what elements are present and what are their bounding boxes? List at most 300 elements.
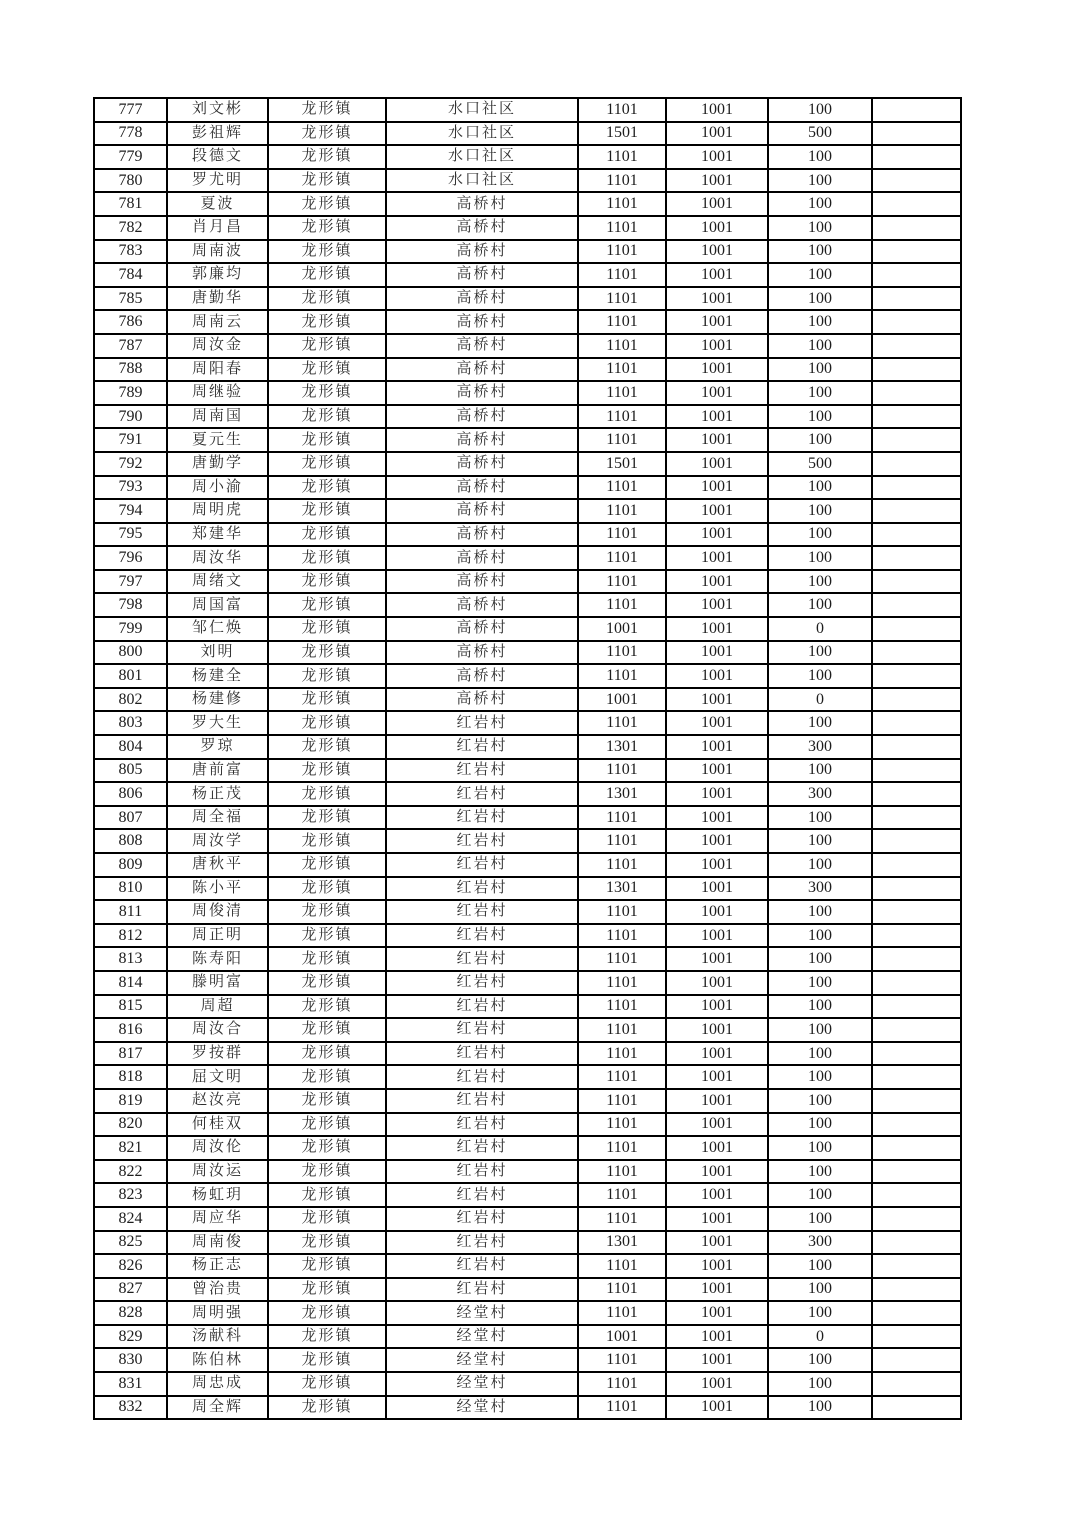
cell-person-name: 周忠成 — [167, 1372, 268, 1396]
cell-blank-cell — [872, 853, 961, 877]
cell-village-name: 红岩村 — [386, 947, 578, 971]
cell-person-name: 周正明 — [167, 924, 268, 948]
cell-amount-col-1: 1101 — [578, 405, 666, 429]
table-row — [94, 1065, 961, 1089]
cell-amount-col-3: 0 — [768, 1325, 872, 1349]
cell-blank-cell — [872, 499, 961, 523]
cell-amount-col-3: 100 — [768, 523, 872, 547]
table-row — [94, 947, 961, 971]
cell-amount-col-2: 1001 — [666, 570, 768, 594]
cell-blank-cell — [872, 617, 961, 641]
cell-amount-col-2: 1001 — [666, 1254, 768, 1278]
cell-person-name: 陈伯林 — [167, 1348, 268, 1372]
cell-person-name: 杨正志 — [167, 1254, 268, 1278]
cell-amount-col-3: 100 — [768, 1301, 872, 1325]
table-row — [94, 971, 961, 995]
cell-amount-col-3: 100 — [768, 240, 872, 264]
cell-blank-cell — [872, 1325, 961, 1349]
cell-amount-col-1: 1101 — [578, 1372, 666, 1396]
cell-amount-col-3: 100 — [768, 1396, 872, 1420]
cell-amount-col-3: 100 — [768, 1278, 872, 1302]
cell-row-number: 832 — [94, 1396, 167, 1420]
cell-blank-cell — [872, 1160, 961, 1184]
cell-person-name: 周全辉 — [167, 1396, 268, 1420]
cell-amount-col-2: 1001 — [666, 358, 768, 382]
cell-town-name: 龙形镇 — [268, 1089, 386, 1113]
cell-amount-col-3: 100 — [768, 1065, 872, 1089]
cell-amount-col-1: 1101 — [578, 641, 666, 665]
cell-blank-cell — [872, 98, 961, 122]
cell-amount-col-3: 100 — [768, 476, 872, 500]
cell-blank-cell — [872, 1089, 961, 1113]
table-row — [94, 523, 961, 547]
cell-village-name: 经堂村 — [386, 1325, 578, 1349]
cell-person-name: 何桂双 — [167, 1113, 268, 1137]
cell-blank-cell — [872, 310, 961, 334]
cell-village-name: 高桥村 — [386, 334, 578, 358]
cell-row-number: 806 — [94, 782, 167, 806]
cell-town-name: 龙形镇 — [268, 1372, 386, 1396]
cell-amount-col-1: 1101 — [578, 1089, 666, 1113]
cell-amount-col-3: 100 — [768, 287, 872, 311]
cell-blank-cell — [872, 1018, 961, 1042]
cell-town-name: 龙形镇 — [268, 995, 386, 1019]
cell-person-name: 周汝运 — [167, 1160, 268, 1184]
table-row — [94, 782, 961, 806]
cell-amount-col-2: 1001 — [666, 452, 768, 476]
table-row — [94, 192, 961, 216]
cell-amount-col-1: 1101 — [578, 98, 666, 122]
cell-row-number: 782 — [94, 216, 167, 240]
cell-amount-col-3: 100 — [768, 145, 872, 169]
cell-village-name: 红岩村 — [386, 1254, 578, 1278]
table-row — [94, 1042, 961, 1066]
cell-town-name: 龙形镇 — [268, 711, 386, 735]
cell-blank-cell — [872, 122, 961, 146]
cell-town-name: 龙形镇 — [268, 452, 386, 476]
cell-town-name: 龙形镇 — [268, 900, 386, 924]
cell-person-name: 肖月昌 — [167, 216, 268, 240]
table-row — [94, 1325, 961, 1349]
cell-blank-cell — [872, 877, 961, 901]
cell-person-name: 罗按群 — [167, 1042, 268, 1066]
cell-amount-col-1: 1101 — [578, 192, 666, 216]
cell-amount-col-2: 1001 — [666, 546, 768, 570]
cell-row-number: 790 — [94, 405, 167, 429]
cell-blank-cell — [872, 759, 961, 783]
cell-person-name: 唐勤学 — [167, 452, 268, 476]
table-row — [94, 1183, 961, 1207]
table-row — [94, 688, 961, 712]
cell-amount-col-3: 100 — [768, 641, 872, 665]
cell-amount-col-3: 100 — [768, 334, 872, 358]
cell-person-name: 罗大生 — [167, 711, 268, 735]
cell-amount-col-2: 1001 — [666, 947, 768, 971]
cell-amount-col-3: 100 — [768, 216, 872, 240]
cell-amount-col-3: 100 — [768, 192, 872, 216]
cell-blank-cell — [872, 192, 961, 216]
cell-village-name: 高桥村 — [386, 263, 578, 287]
cell-person-name: 唐前富 — [167, 759, 268, 783]
cell-amount-col-1: 1001 — [578, 688, 666, 712]
cell-village-name: 经堂村 — [386, 1372, 578, 1396]
cell-row-number: 787 — [94, 334, 167, 358]
table-row — [94, 617, 961, 641]
cell-amount-col-2: 1001 — [666, 1089, 768, 1113]
cell-row-number: 777 — [94, 98, 167, 122]
cell-amount-col-1: 1501 — [578, 122, 666, 146]
table-row — [94, 1018, 961, 1042]
cell-person-name: 周国富 — [167, 593, 268, 617]
cell-amount-col-1: 1101 — [578, 1136, 666, 1160]
cell-town-name: 龙形镇 — [268, 664, 386, 688]
cell-amount-col-1: 1101 — [578, 169, 666, 193]
cell-amount-col-2: 1001 — [666, 641, 768, 665]
cell-person-name: 段德文 — [167, 145, 268, 169]
table-row — [94, 829, 961, 853]
cell-amount-col-1: 1101 — [578, 1042, 666, 1066]
cell-amount-col-3: 300 — [768, 877, 872, 901]
cell-person-name: 周明虎 — [167, 499, 268, 523]
cell-amount-col-3: 100 — [768, 263, 872, 287]
cell-amount-col-3: 100 — [768, 711, 872, 735]
cell-town-name: 龙形镇 — [268, 476, 386, 500]
cell-row-number: 822 — [94, 1160, 167, 1184]
cell-blank-cell — [872, 169, 961, 193]
cell-amount-col-2: 1001 — [666, 1042, 768, 1066]
cell-person-name: 周全福 — [167, 806, 268, 830]
cell-amount-col-1: 1101 — [578, 310, 666, 334]
cell-row-number: 779 — [94, 145, 167, 169]
cell-amount-col-3: 100 — [768, 1113, 872, 1137]
cell-village-name: 高桥村 — [386, 216, 578, 240]
cell-blank-cell — [872, 287, 961, 311]
table-row — [94, 240, 961, 264]
cell-town-name: 龙形镇 — [268, 1136, 386, 1160]
cell-amount-col-2: 1001 — [666, 759, 768, 783]
cell-blank-cell — [872, 145, 961, 169]
cell-amount-col-3: 300 — [768, 735, 872, 759]
table-row — [94, 570, 961, 594]
cell-village-name: 经堂村 — [386, 1301, 578, 1325]
table-row — [94, 98, 961, 122]
table-row — [94, 405, 961, 429]
cell-amount-col-2: 1001 — [666, 853, 768, 877]
cell-town-name: 龙形镇 — [268, 192, 386, 216]
cell-amount-col-2: 1001 — [666, 688, 768, 712]
cell-row-number: 793 — [94, 476, 167, 500]
cell-blank-cell — [872, 240, 961, 264]
cell-village-name: 水口社区 — [386, 122, 578, 146]
cell-blank-cell — [872, 216, 961, 240]
cell-amount-col-3: 100 — [768, 499, 872, 523]
cell-person-name: 周汝伦 — [167, 1136, 268, 1160]
cell-row-number: 814 — [94, 971, 167, 995]
cell-amount-col-3: 100 — [768, 664, 872, 688]
cell-amount-col-2: 1001 — [666, 664, 768, 688]
cell-amount-col-1: 1101 — [578, 428, 666, 452]
cell-amount-col-2: 1001 — [666, 334, 768, 358]
cell-row-number: 802 — [94, 688, 167, 712]
table-row — [94, 1372, 961, 1396]
table-row — [94, 641, 961, 665]
cell-amount-col-1: 1101 — [578, 546, 666, 570]
cell-village-name: 高桥村 — [386, 240, 578, 264]
cell-amount-col-2: 1001 — [666, 1278, 768, 1302]
cell-village-name: 高桥村 — [386, 641, 578, 665]
table-row — [94, 1348, 961, 1372]
cell-amount-col-2: 1001 — [666, 1018, 768, 1042]
cell-amount-col-1: 1301 — [578, 782, 666, 806]
cell-town-name: 龙形镇 — [268, 216, 386, 240]
cell-amount-col-3: 100 — [768, 1160, 872, 1184]
cell-blank-cell — [872, 570, 961, 594]
cell-person-name: 杨建全 — [167, 664, 268, 688]
cell-amount-col-3: 100 — [768, 995, 872, 1019]
cell-village-name: 红岩村 — [386, 853, 578, 877]
cell-person-name: 杨建修 — [167, 688, 268, 712]
cell-town-name: 龙形镇 — [268, 570, 386, 594]
cell-town-name: 龙形镇 — [268, 1207, 386, 1231]
cell-blank-cell — [872, 1372, 961, 1396]
cell-village-name: 红岩村 — [386, 711, 578, 735]
table-row — [94, 287, 961, 311]
table-row — [94, 735, 961, 759]
cell-amount-col-1: 1101 — [578, 570, 666, 594]
cell-blank-cell — [872, 452, 961, 476]
cell-row-number: 817 — [94, 1042, 167, 1066]
cell-amount-col-3: 100 — [768, 1089, 872, 1113]
table-row — [94, 145, 961, 169]
cell-amount-col-3: 500 — [768, 122, 872, 146]
cell-blank-cell — [872, 1065, 961, 1089]
table-row — [94, 263, 961, 287]
cell-blank-cell — [872, 1113, 961, 1137]
cell-person-name: 唐秋平 — [167, 853, 268, 877]
table-row — [94, 546, 961, 570]
cell-row-number: 816 — [94, 1018, 167, 1042]
table-row — [94, 216, 961, 240]
cell-amount-col-3: 100 — [768, 853, 872, 877]
cell-amount-col-2: 1001 — [666, 1113, 768, 1137]
cell-blank-cell — [872, 782, 961, 806]
cell-amount-col-1: 1101 — [578, 1018, 666, 1042]
cell-town-name: 龙形镇 — [268, 971, 386, 995]
table-row — [94, 334, 961, 358]
cell-amount-col-2: 1001 — [666, 428, 768, 452]
cell-person-name: 周南波 — [167, 240, 268, 264]
cell-person-name: 周南国 — [167, 405, 268, 429]
cell-amount-col-1: 1101 — [578, 287, 666, 311]
cell-village-name: 红岩村 — [386, 1183, 578, 1207]
cell-town-name: 龙形镇 — [268, 1325, 386, 1349]
cell-village-name: 红岩村 — [386, 759, 578, 783]
cell-amount-col-2: 1001 — [666, 1301, 768, 1325]
cell-village-name: 高桥村 — [386, 405, 578, 429]
cell-village-name: 红岩村 — [386, 1231, 578, 1255]
cell-amount-col-2: 1001 — [666, 1065, 768, 1089]
cell-amount-col-2: 1001 — [666, 711, 768, 735]
cell-town-name: 龙形镇 — [268, 169, 386, 193]
cell-amount-col-3: 300 — [768, 782, 872, 806]
cell-town-name: 龙形镇 — [268, 499, 386, 523]
cell-row-number: 797 — [94, 570, 167, 594]
cell-blank-cell — [872, 1348, 961, 1372]
cell-amount-col-3: 100 — [768, 900, 872, 924]
cell-blank-cell — [872, 263, 961, 287]
cell-town-name: 龙形镇 — [268, 122, 386, 146]
table-row — [94, 122, 961, 146]
cell-amount-col-1: 1001 — [578, 1325, 666, 1349]
cell-blank-cell — [872, 358, 961, 382]
cell-amount-col-3: 100 — [768, 1372, 872, 1396]
records-table — [93, 97, 962, 1420]
cell-amount-col-2: 1001 — [666, 476, 768, 500]
cell-town-name: 龙形镇 — [268, 759, 386, 783]
cell-amount-col-2: 1001 — [666, 1183, 768, 1207]
cell-row-number: 815 — [94, 995, 167, 1019]
cell-village-name: 水口社区 — [386, 169, 578, 193]
cell-row-number: 820 — [94, 1113, 167, 1137]
cell-row-number: 819 — [94, 1089, 167, 1113]
cell-town-name: 龙形镇 — [268, 1231, 386, 1255]
cell-town-name: 龙形镇 — [268, 782, 386, 806]
cell-village-name: 红岩村 — [386, 1113, 578, 1137]
cell-amount-col-1: 1101 — [578, 334, 666, 358]
table-row — [94, 924, 961, 948]
cell-row-number: 824 — [94, 1207, 167, 1231]
cell-amount-col-3: 100 — [768, 1254, 872, 1278]
cell-amount-col-2: 1001 — [666, 145, 768, 169]
cell-town-name: 龙形镇 — [268, 428, 386, 452]
cell-row-number: 803 — [94, 711, 167, 735]
cell-town-name: 龙形镇 — [268, 1018, 386, 1042]
table-row — [94, 759, 961, 783]
table-row — [94, 806, 961, 830]
cell-amount-col-3: 100 — [768, 98, 872, 122]
cell-row-number: 800 — [94, 641, 167, 665]
cell-amount-col-3: 100 — [768, 1183, 872, 1207]
cell-village-name: 高桥村 — [386, 476, 578, 500]
cell-row-number: 807 — [94, 806, 167, 830]
cell-row-number: 785 — [94, 287, 167, 311]
cell-amount-col-2: 1001 — [666, 381, 768, 405]
cell-person-name: 周汝学 — [167, 829, 268, 853]
cell-amount-col-2: 1001 — [666, 617, 768, 641]
cell-amount-col-3: 100 — [768, 593, 872, 617]
cell-village-name: 红岩村 — [386, 1065, 578, 1089]
cell-row-number: 821 — [94, 1136, 167, 1160]
cell-village-name: 红岩村 — [386, 1018, 578, 1042]
table-row — [94, 593, 961, 617]
cell-person-name: 屈文明 — [167, 1065, 268, 1089]
cell-row-number: 809 — [94, 853, 167, 877]
cell-blank-cell — [872, 593, 961, 617]
table-row — [94, 381, 961, 405]
cell-row-number: 831 — [94, 1372, 167, 1396]
cell-row-number: 829 — [94, 1325, 167, 1349]
cell-amount-col-1: 1101 — [578, 499, 666, 523]
cell-person-name: 杨正茂 — [167, 782, 268, 806]
cell-amount-col-1: 1101 — [578, 1396, 666, 1420]
table-row — [94, 664, 961, 688]
cell-blank-cell — [872, 1136, 961, 1160]
table-row — [94, 1207, 961, 1231]
cell-amount-col-3: 100 — [768, 829, 872, 853]
cell-row-number: 812 — [94, 924, 167, 948]
cell-amount-col-3: 100 — [768, 1207, 872, 1231]
cell-town-name: 龙形镇 — [268, 263, 386, 287]
cell-village-name: 水口社区 — [386, 145, 578, 169]
cell-village-name: 红岩村 — [386, 1089, 578, 1113]
cell-amount-col-2: 1001 — [666, 192, 768, 216]
cell-village-name: 高桥村 — [386, 688, 578, 712]
cell-row-number: 788 — [94, 358, 167, 382]
cell-person-name: 陈小平 — [167, 877, 268, 901]
cell-amount-col-3: 100 — [768, 169, 872, 193]
table-row — [94, 499, 961, 523]
cell-row-number: 830 — [94, 1348, 167, 1372]
cell-amount-col-2: 1001 — [666, 523, 768, 547]
cell-amount-col-1: 1301 — [578, 1231, 666, 1255]
cell-person-name: 曾治贵 — [167, 1278, 268, 1302]
cell-village-name: 红岩村 — [386, 971, 578, 995]
cell-town-name: 龙形镇 — [268, 593, 386, 617]
cell-amount-col-3: 100 — [768, 1348, 872, 1372]
cell-amount-col-2: 1001 — [666, 900, 768, 924]
cell-village-name: 高桥村 — [386, 192, 578, 216]
cell-amount-col-1: 1101 — [578, 1278, 666, 1302]
cell-amount-col-1: 1101 — [578, 853, 666, 877]
cell-blank-cell — [872, 900, 961, 924]
cell-village-name: 红岩村 — [386, 1136, 578, 1160]
cell-amount-col-3: 100 — [768, 924, 872, 948]
cell-village-name: 高桥村 — [386, 428, 578, 452]
cell-row-number: 794 — [94, 499, 167, 523]
cell-person-name: 周继验 — [167, 381, 268, 405]
cell-person-name: 郭廉均 — [167, 263, 268, 287]
cell-amount-col-2: 1001 — [666, 122, 768, 146]
cell-amount-col-3: 100 — [768, 428, 872, 452]
cell-amount-col-1: 1101 — [578, 263, 666, 287]
cell-town-name: 龙形镇 — [268, 310, 386, 334]
cell-amount-col-2: 1001 — [666, 1160, 768, 1184]
cell-amount-col-2: 1001 — [666, 1396, 768, 1420]
table-row — [94, 452, 961, 476]
cell-town-name: 龙形镇 — [268, 405, 386, 429]
cell-amount-col-2: 1001 — [666, 1231, 768, 1255]
cell-town-name: 龙形镇 — [268, 1113, 386, 1137]
cell-amount-col-2: 1001 — [666, 593, 768, 617]
cell-amount-col-2: 1001 — [666, 169, 768, 193]
cell-row-number: 801 — [94, 664, 167, 688]
cell-person-name: 刘明 — [167, 641, 268, 665]
cell-village-name: 高桥村 — [386, 664, 578, 688]
table-row — [94, 853, 961, 877]
cell-row-number: 811 — [94, 900, 167, 924]
cell-village-name: 高桥村 — [386, 358, 578, 382]
cell-village-name: 红岩村 — [386, 924, 578, 948]
records-table-body — [94, 98, 961, 1419]
cell-amount-col-1: 1101 — [578, 145, 666, 169]
cell-row-number: 783 — [94, 240, 167, 264]
cell-row-number: 784 — [94, 263, 167, 287]
cell-person-name: 周汝金 — [167, 334, 268, 358]
cell-town-name: 龙形镇 — [268, 334, 386, 358]
cell-amount-col-1: 1101 — [578, 1207, 666, 1231]
cell-amount-col-1: 1001 — [578, 617, 666, 641]
cell-amount-col-3: 0 — [768, 688, 872, 712]
